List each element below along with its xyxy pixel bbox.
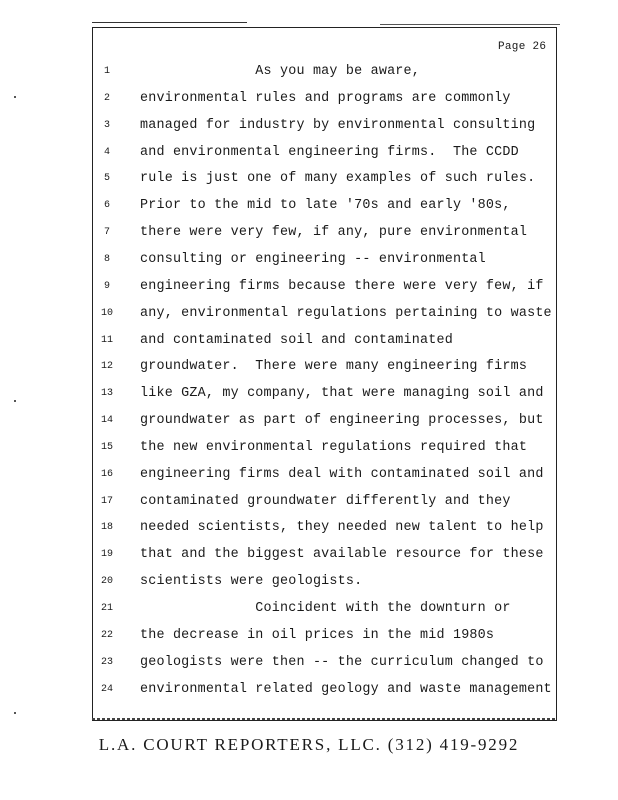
transcript-line-text: the new environmental regulations required that: [140, 439, 528, 455]
line-number: 1: [103, 66, 110, 77]
line-number: 9: [103, 280, 110, 292]
line-number: 21: [100, 603, 113, 614]
scan-speck: [14, 400, 16, 402]
court-reporter-footer: L.A. COURT REPORTERS, LLC. (312) 419-9292: [98, 735, 520, 754]
transcript-line-text: groundwater. There were many engineering firms: [140, 359, 528, 375]
transcript-line-text: and contaminated soil and contaminated: [140, 332, 453, 348]
line-number: 6: [103, 200, 110, 212]
line-number: 2: [103, 92, 110, 104]
line-number: 18: [100, 522, 113, 534]
transcript-line-text: Coincident with the downturn or: [140, 601, 511, 616]
top-rule-left: [92, 22, 247, 23]
line-number: 24: [100, 683, 113, 695]
transcript-line-text: scientists were geologists.: [140, 574, 363, 590]
scan-speck: [14, 712, 16, 714]
transcript-line-text: and environmental engineering firms. The CCDD: [140, 144, 519, 160]
transcript-line-text: engineering firms because there were very few, if: [140, 278, 544, 294]
line-number: 10: [100, 307, 113, 319]
bottom-edge-noise: [92, 718, 557, 720]
line-number: 15: [100, 441, 113, 453]
line-number: 22: [100, 629, 113, 641]
line-number: 8: [103, 253, 110, 265]
line-number: 16: [100, 468, 113, 480]
transcript-line-text: environmental rules and programs are commonly: [140, 90, 511, 106]
line-number: 13: [100, 388, 113, 400]
transcript-line-text: needed scientists, they needed new talent to help: [140, 520, 544, 536]
line-number: 4: [103, 146, 110, 158]
line-number: 7: [103, 227, 110, 239]
transcript-line-text: that and the biggest available resource for these: [140, 547, 544, 563]
transcript-line-text: Prior to the mid to late '70s and early '80s,: [140, 198, 511, 214]
transcript-line-text: like GZA, my company, that were managing soil and: [140, 386, 544, 402]
transcript-line-text: contaminated groundwater differently and they: [140, 493, 511, 509]
line-number: 11: [100, 334, 113, 346]
transcript-line-text: As you may be aware,: [140, 64, 421, 79]
transcript-line-text: rule is just one of many examples of such rules.: [140, 171, 536, 187]
transcript-line-text: engineering firms deal with contaminated soil and: [140, 466, 544, 482]
transcript-line-text: there were very few, if any, pure environmental: [140, 225, 528, 241]
line-number: 3: [103, 119, 110, 131]
line-number: 19: [100, 549, 113, 561]
line-number: 20: [100, 576, 113, 588]
line-number: 23: [100, 656, 113, 668]
transcript-line-text: any, environmental regulations pertaining to waste: [140, 305, 552, 321]
transcript-line-text: environmental related geology and waste management: [140, 681, 552, 697]
scan-speck: [14, 96, 16, 98]
line-number: 14: [100, 415, 113, 427]
transcript-line-text: the decrease in oil prices in the mid 1980s: [140, 627, 495, 643]
page-number: Page 26: [498, 41, 547, 53]
top-rule-right: [380, 24, 560, 25]
line-number: 17: [100, 495, 113, 507]
transcript-line-text: geologists were then -- the curriculum changed to: [140, 654, 544, 670]
transcript-line-text: consulting or engineering -- environmental: [140, 251, 486, 267]
line-number: 5: [103, 173, 110, 185]
line-number: 12: [100, 361, 113, 373]
transcript-line-text: groundwater as part of engineering processes, but: [140, 413, 544, 429]
transcript-line-text: managed for industry by environmental consulting: [140, 117, 536, 133]
